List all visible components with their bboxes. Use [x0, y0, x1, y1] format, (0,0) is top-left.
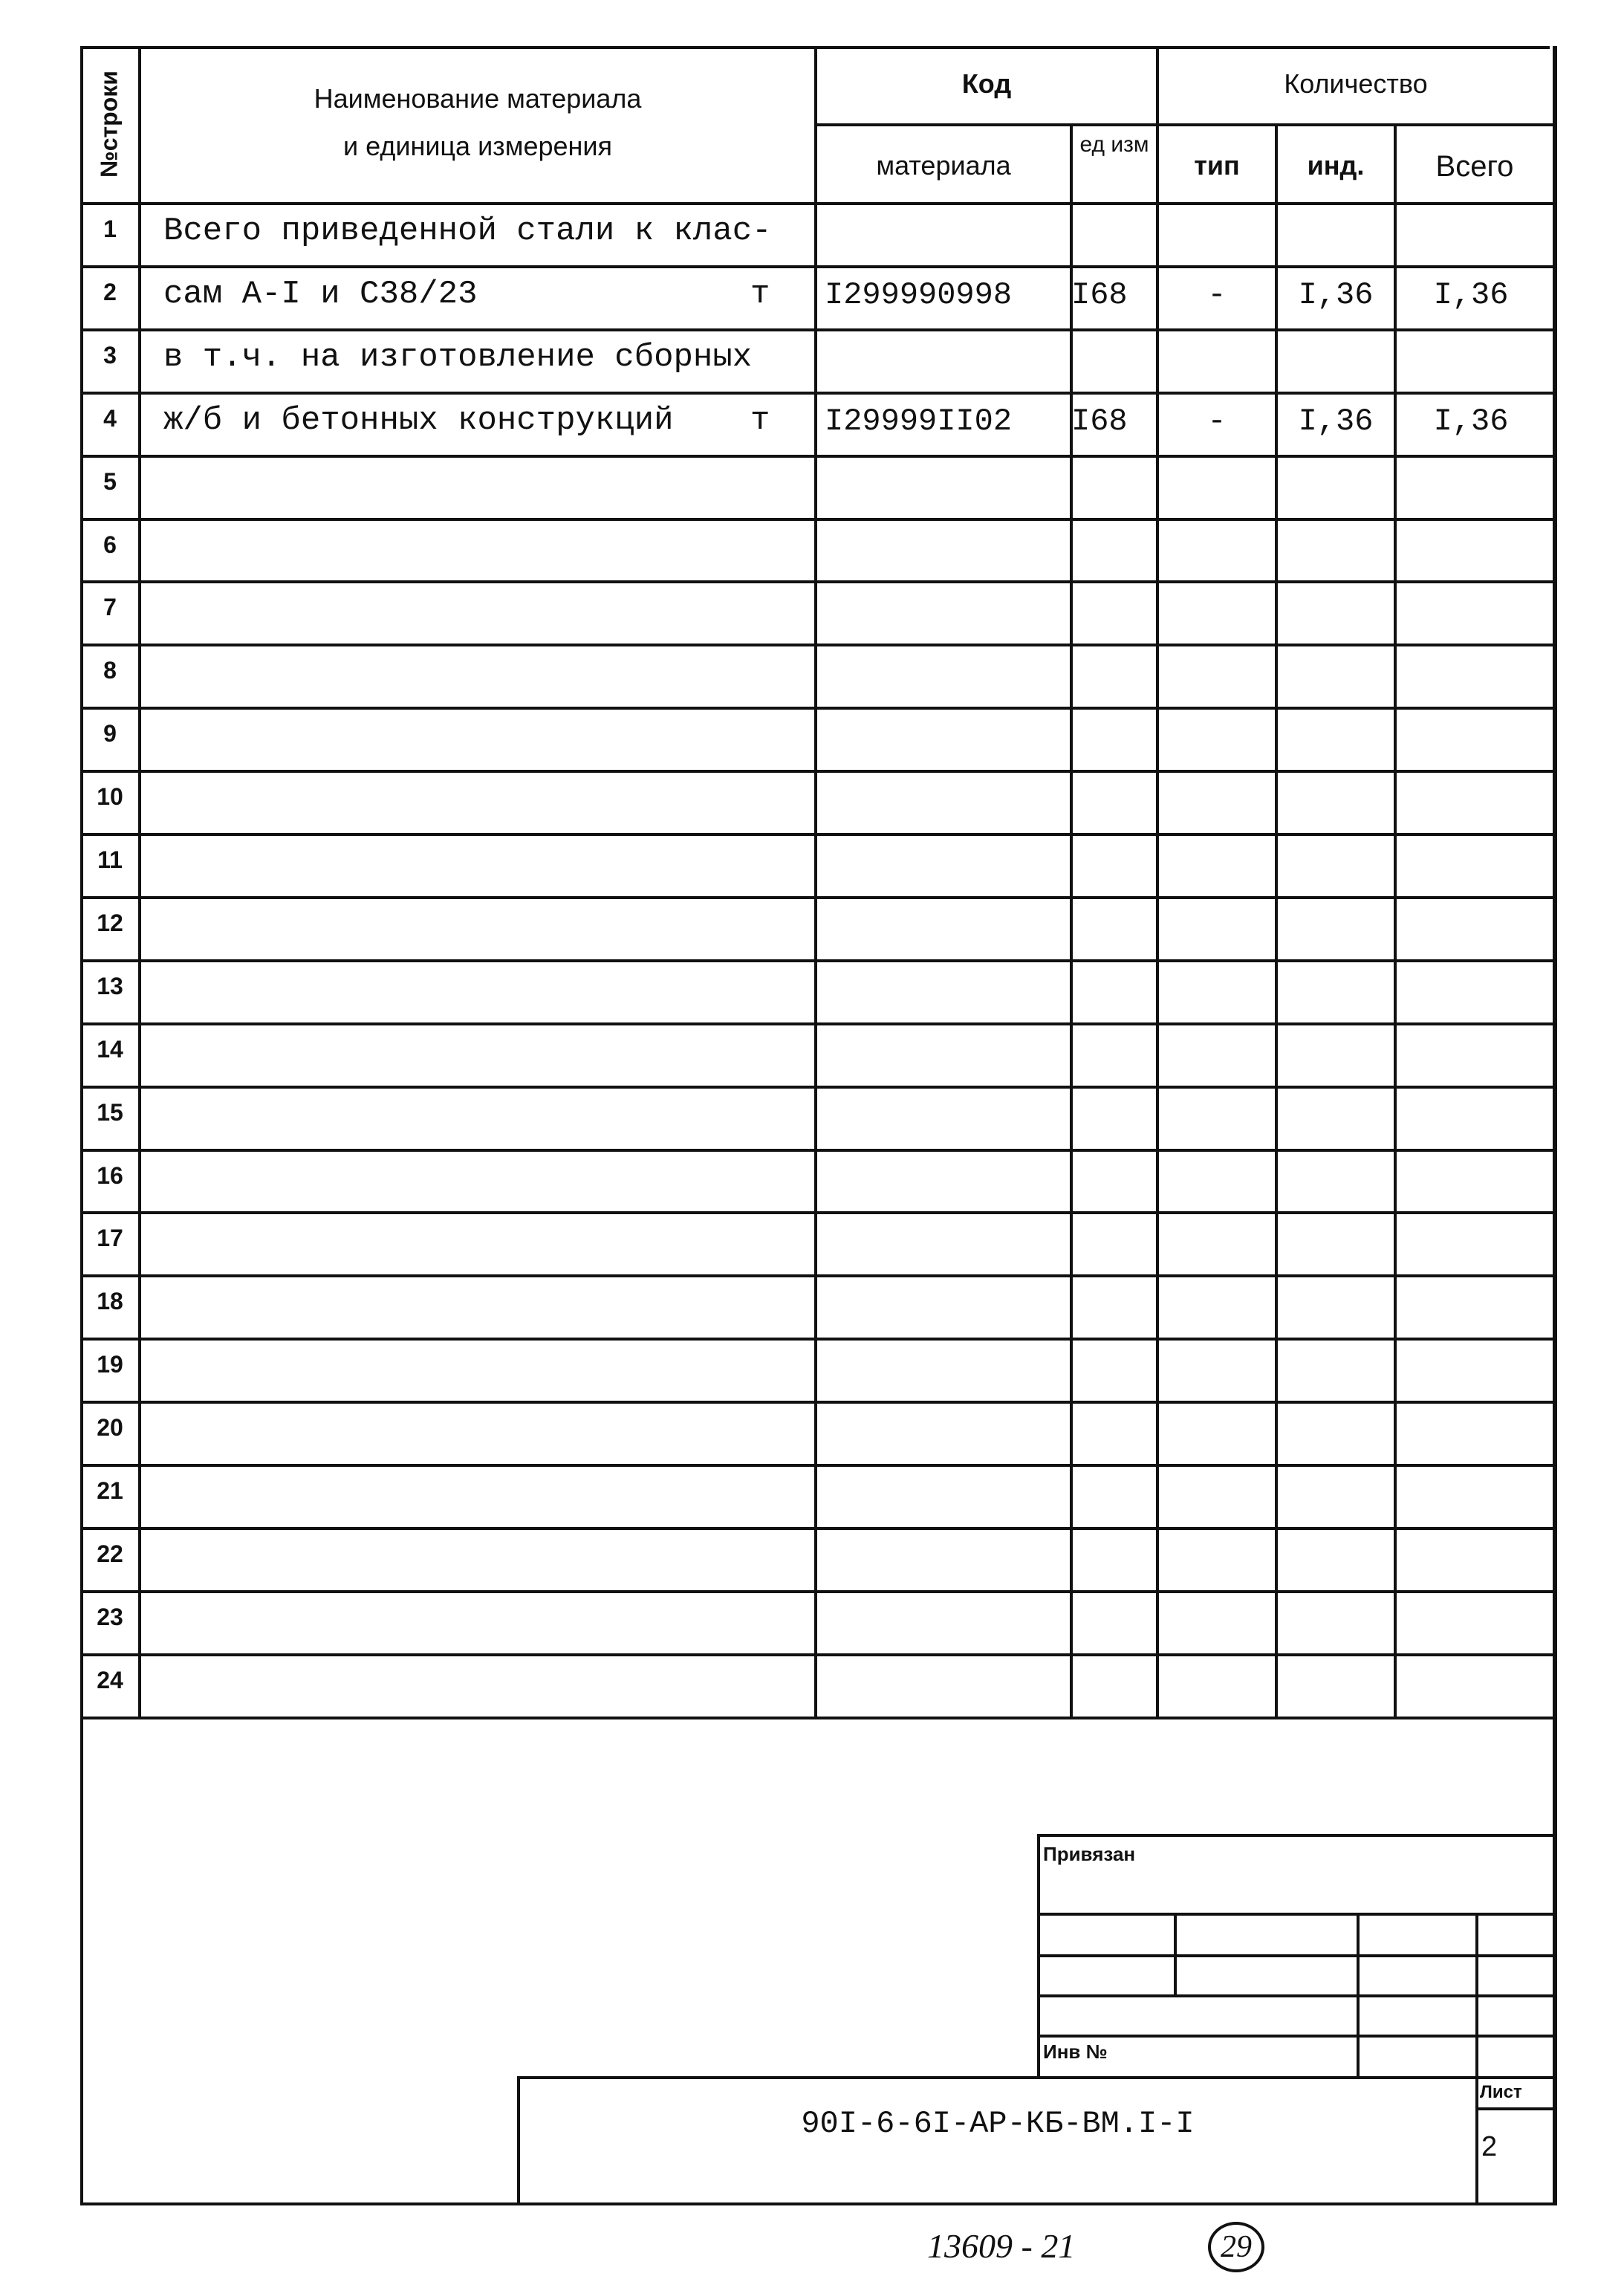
row-number: 22 [97, 1540, 123, 1567]
header-bottom-line [80, 202, 1553, 205]
qty-total: I,36 [1433, 403, 1509, 439]
row-divider [80, 896, 1553, 899]
unit-code: I68 [1071, 277, 1128, 313]
qty-ind: I,36 [1298, 277, 1374, 313]
col-divider-type [1275, 123, 1278, 1719]
row-divider [80, 707, 1553, 710]
row-divider [80, 959, 1553, 962]
header-code: Код [961, 68, 1012, 99]
circled-number-stamp [1208, 2222, 1264, 2272]
qty-total: I,36 [1433, 277, 1509, 313]
row-divider [80, 1464, 1553, 1467]
row-number: 3 [103, 342, 117, 369]
row-divider [80, 1527, 1553, 1530]
col-divider-code [1070, 123, 1073, 1719]
row-number: 19 [97, 1351, 123, 1378]
row-number: 5 [103, 468, 117, 495]
stamp-col-1 [1174, 1913, 1177, 1994]
header-code-material: материала [876, 150, 1011, 181]
col-divider-rownum [138, 46, 141, 1719]
row-divider [80, 644, 1553, 646]
row-divider [80, 1211, 1553, 1214]
stamp-inv-label: Инв № [1043, 2040, 1108, 2063]
header-subdivider [814, 123, 1553, 126]
row-number: 8 [103, 657, 117, 684]
row-number: 12 [97, 910, 123, 936]
row-divider [80, 1149, 1553, 1152]
row-number: 14 [97, 1036, 123, 1063]
row-number: 1 [103, 215, 117, 242]
row-number: 13 [97, 973, 123, 999]
unit-mark: т [750, 402, 770, 439]
material-code: I299990998 [825, 277, 1013, 313]
row-number: 9 [103, 720, 117, 747]
row-divider [80, 833, 1553, 836]
material-name: в т.ч. на изготовление сборных [163, 339, 753, 376]
row-number: 16 [97, 1162, 123, 1189]
material-name: сам А-I и С38/23 [163, 276, 478, 313]
header-rownum-cell [80, 46, 138, 202]
row-number: 18 [97, 1288, 123, 1315]
row-number: 2 [103, 279, 117, 305]
row-number: 6 [103, 531, 117, 558]
qty-ind: I,36 [1298, 403, 1374, 439]
row-divider [80, 392, 1553, 395]
row-divider [80, 1338, 1553, 1341]
table-bottom-line [80, 1717, 1553, 1719]
sheet-number: 2 [1481, 2131, 1498, 2162]
row-number: 11 [97, 846, 123, 873]
col-divider-ind [1394, 123, 1397, 1719]
row-number: 21 [97, 1477, 123, 1504]
header-name-line2: и единица измерения [342, 131, 612, 161]
header-qty-ind: инд. [1307, 150, 1365, 181]
header-qty-total: Всего [1435, 150, 1514, 183]
row-number: 24 [97, 1667, 123, 1693]
header-qty-type: тип [1194, 150, 1240, 181]
header-code-unit: ед изм [1079, 132, 1149, 157]
unit-code: I68 [1071, 403, 1128, 439]
row-divider [80, 328, 1553, 331]
row-number: 15 [97, 1099, 123, 1126]
material-name: Всего приведенной стали к клас- [163, 213, 772, 250]
material-name: ж/б и бетонных конструкций [163, 402, 674, 439]
row-divider [80, 1653, 1553, 1656]
title-block-top-line [517, 2076, 1553, 2079]
row-number: 7 [103, 594, 117, 620]
header-quantity: Количество [1284, 68, 1428, 99]
stamp-col-3 [1475, 1913, 1478, 2202]
row-divider [80, 1022, 1553, 1025]
stamp-col-2 [1357, 1913, 1360, 2076]
header-name-line1: Наименование материала [314, 83, 642, 114]
row-divider [80, 518, 1553, 521]
archive-number: 13609 - 21 [927, 2227, 1076, 2265]
qty-type: - [1207, 403, 1227, 439]
row-divider [80, 455, 1553, 458]
row-divider [80, 1274, 1553, 1277]
material-code: I29999II02 [825, 403, 1013, 439]
sheet-divider [1475, 2107, 1553, 2110]
row-divider [80, 1590, 1553, 1593]
row-number: 20 [97, 1414, 123, 1441]
table-right-border [1553, 46, 1557, 2205]
row-number: 23 [97, 1604, 123, 1630]
sheet-label: Лист [1480, 2082, 1522, 2102]
row-number: 17 [97, 1225, 123, 1251]
qty-type: - [1207, 277, 1227, 313]
doc-code: 90I-6-6I-АР-КБ-ВМ.I-I [801, 2106, 1195, 2142]
row-divider [80, 1401, 1553, 1404]
circled-number: 29 [1221, 2230, 1252, 2264]
stamp-bound-label: Привязан [1043, 1843, 1136, 1865]
row-divider [80, 580, 1553, 583]
row-divider [80, 770, 1553, 773]
row-divider [80, 1086, 1553, 1089]
stamp-top-line [1037, 1834, 1553, 1837]
row-number: 10 [97, 783, 123, 810]
unit-mark: т [750, 276, 770, 313]
row-divider [80, 265, 1553, 268]
header-rownum-label: №строки [95, 71, 123, 178]
col-divider-name [814, 46, 817, 1719]
row-number: 4 [103, 405, 117, 432]
